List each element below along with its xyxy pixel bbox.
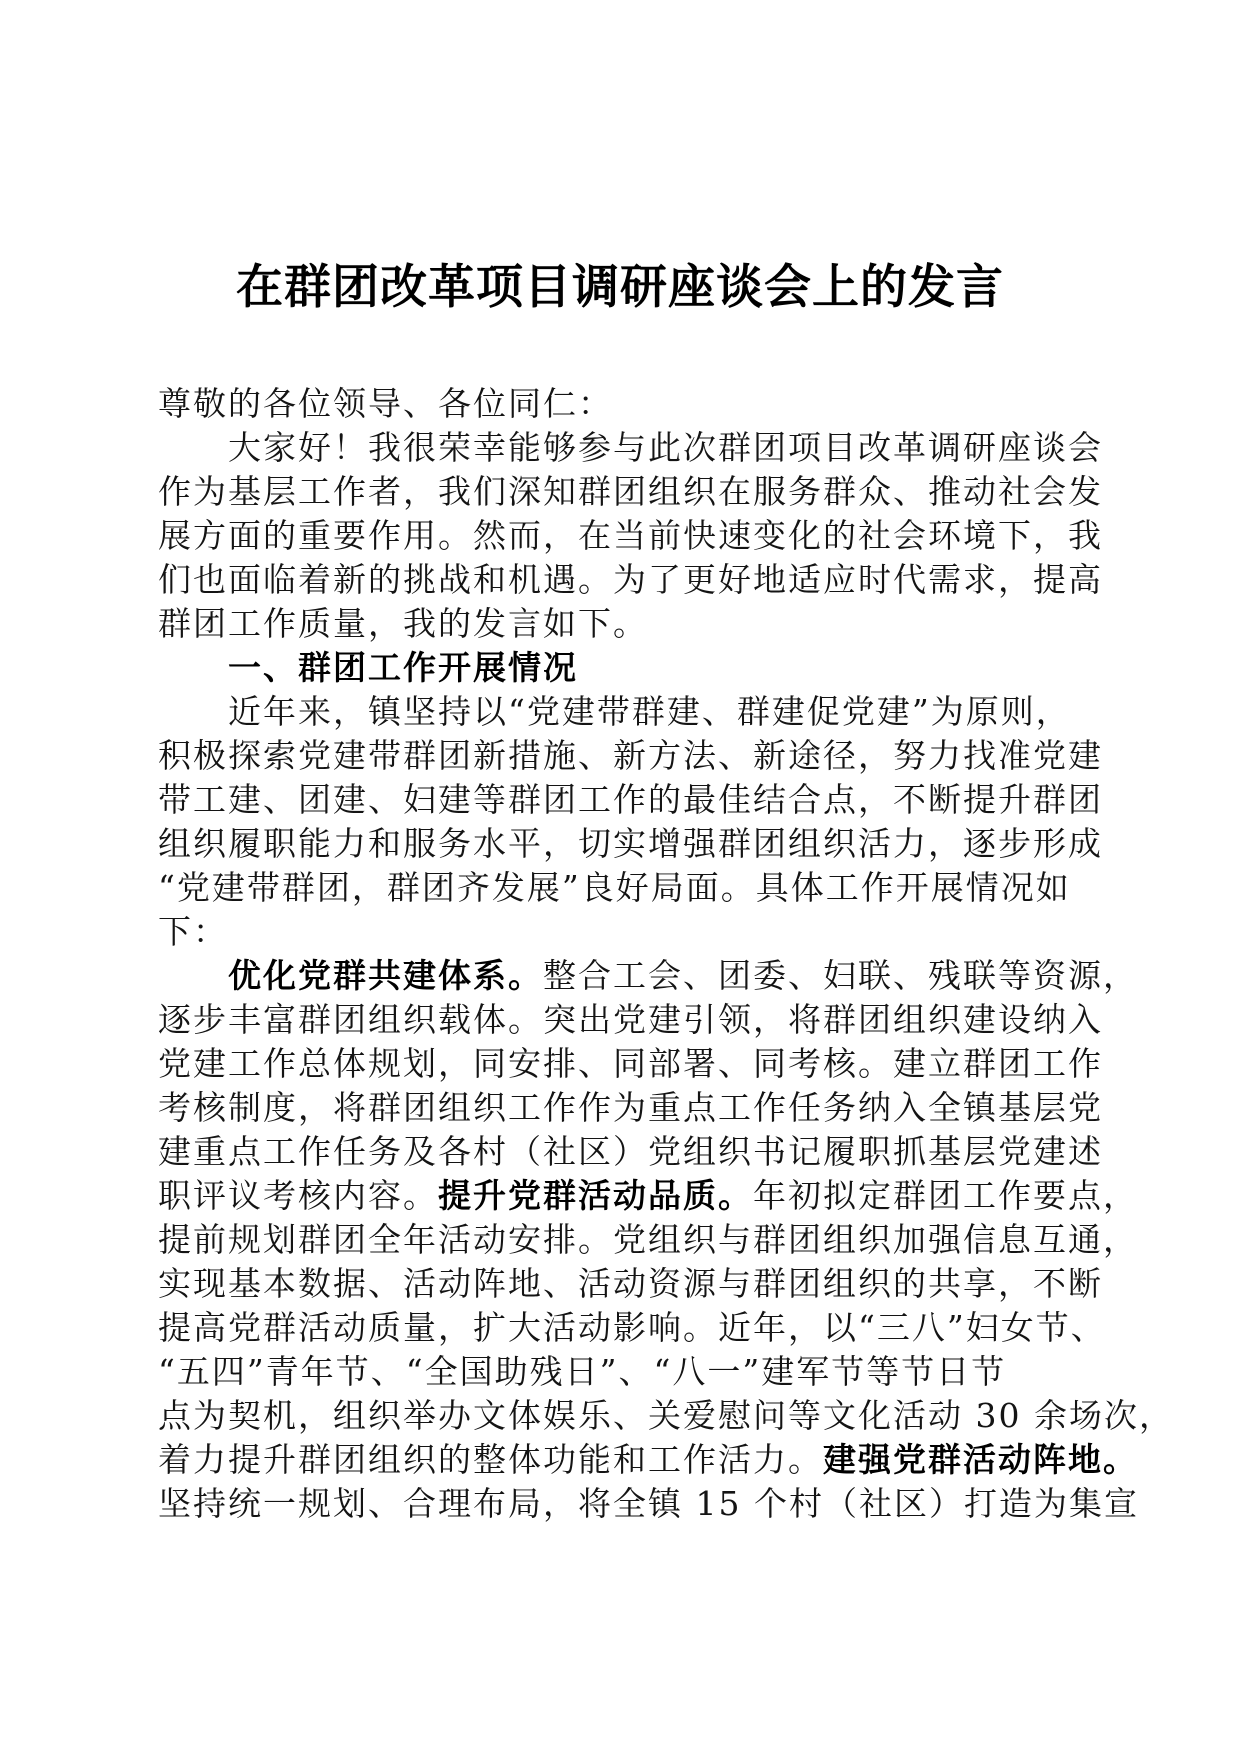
text-line — [158, 1042, 1103, 1086]
text-line — [158, 1350, 1082, 1394]
text-line — [158, 1218, 1138, 1262]
text-line — [158, 426, 1103, 470]
text-line — [158, 514, 1103, 558]
text-segment: 着力提升群团组织的整体功能和工作活力。 — [158, 1440, 823, 1479]
text-line — [158, 470, 1103, 514]
text-line — [158, 558, 1103, 602]
text-segment: 大家好！我很荣幸能够参与此次群团项目改革调研座谈会 — [228, 428, 1103, 467]
text-segment: 坚持统一规划、合理布局，将全镇 15 个村（社区）打造为集宣 — [158, 1484, 1139, 1523]
text-line — [158, 1262, 1103, 1306]
text-line — [158, 734, 1103, 778]
text-segment: 考核制度，将群团组织工作作为重点工作任务纳入全镇基层党 — [158, 1088, 1103, 1127]
bold-lead-phrase: 优化党群共建体系。 — [228, 956, 543, 995]
text-segment: 下： — [158, 912, 228, 951]
text-line — [158, 998, 1103, 1042]
text-segment: 带工建、团建、妇建等群团工作的最佳结合点，不断提升群团 — [158, 780, 1103, 819]
text-line — [158, 1482, 1139, 1526]
section-heading — [158, 646, 1082, 690]
text-line — [158, 1086, 1103, 1130]
text-line — [158, 602, 1082, 646]
text-segment: 整合工会、团委、妇联、残联等资源， — [543, 956, 1138, 995]
text-segment: 尊敬的各位领导、各位同仁： — [158, 384, 613, 423]
document-body — [158, 382, 1174, 1526]
text-segment: 们也面临着新的挑战和机遇。为了更好地适应时代需求，提高 — [158, 560, 1103, 599]
text-line — [158, 1174, 1138, 1218]
text-line — [158, 690, 1082, 734]
text-line — [158, 1130, 1103, 1174]
text-line — [158, 866, 1082, 910]
text-line — [158, 1438, 1138, 1482]
bold-lead-phrase: 提升党群活动品质。 — [438, 1176, 753, 1215]
text-segment: “党建带群团，群团齐发展”良好局面。具体工作开展情况如 — [158, 868, 1071, 907]
text-line — [158, 954, 1138, 998]
text-segment: 实现基本数据、活动阵地、活动资源与群团组织的共享，不断 — [158, 1264, 1103, 1303]
document-title: 在群团改革项目调研座谈会上的发言 — [236, 260, 1004, 315]
text-line — [158, 822, 1103, 866]
text-segment: “五四”青年节、“全国助残日”、“八一”建军节等节日节 — [158, 1352, 1007, 1391]
text-segment: 提前规划群团全年活动安排。党组织与群团组织加强信息互通， — [158, 1220, 1138, 1259]
text-line — [158, 1394, 1174, 1438]
bold-lead-phrase: 建强党群活动阵地。 — [823, 1440, 1138, 1479]
text-segment: 积极探索党建带群团新措施、新方法、新途径，努力找准党建 — [158, 736, 1103, 775]
text-segment: 建重点工作任务及各村（社区）党组织书记履职抓基层党建述 — [158, 1132, 1103, 1171]
text-line — [158, 382, 1082, 426]
text-segment: 组织履职能力和服务水平，切实增强群团组织活力，逐步形成 — [158, 824, 1103, 863]
text-segment: 作为基层工作者，我们深知群团组织在服务群众、推动社会发 — [158, 472, 1103, 511]
text-line — [158, 778, 1103, 822]
text-segment: 提高党群活动质量，扩大活动影响。近年，以“三八”妇女节、 — [158, 1308, 1106, 1347]
text-segment: 展方面的重要作用。然而，在当前快速变化的社会环境下，我 — [158, 516, 1103, 555]
text-segment: 职评议考核内容。 — [158, 1176, 438, 1215]
text-segment: 逐步丰富群团组织载体。突出党建引领，将群团组织建设纳入 — [158, 1000, 1103, 1039]
text-segment: 近年来，镇坚持以“党建带群建、群建促党建”为原则， — [228, 692, 1071, 731]
text-segment: 一、群团工作开展情况 — [228, 648, 578, 687]
text-line — [158, 910, 1082, 954]
text-segment: 点为契机，组织举办文体娱乐、关爱慰问等文化活动 30 余场次， — [158, 1396, 1174, 1435]
text-segment: 年初拟定群团工作要点， — [753, 1176, 1138, 1215]
text-segment: 群团工作质量，我的发言如下。 — [158, 604, 648, 643]
text-segment: 党建工作总体规划，同安排、同部署、同考核。建立群团工作 — [158, 1044, 1103, 1083]
text-line — [158, 1306, 1106, 1350]
